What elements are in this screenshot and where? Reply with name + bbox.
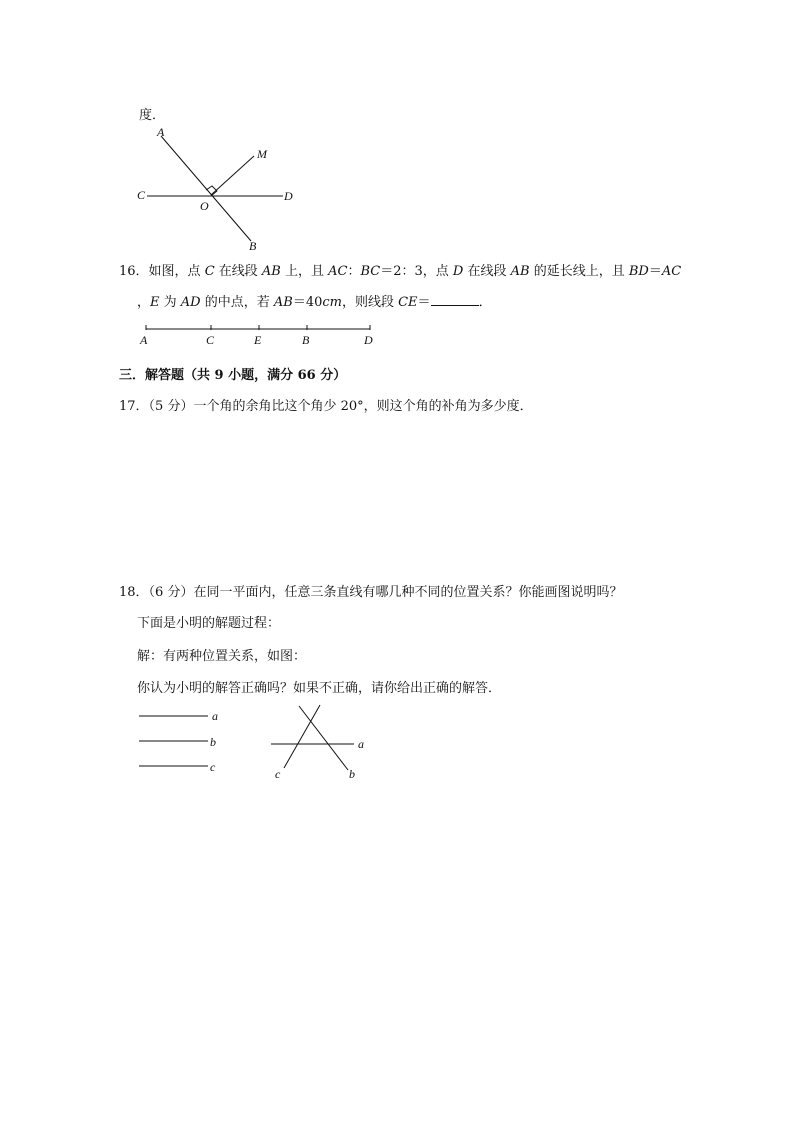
question-18-prompt: 你认为小明的解答正确吗？如果不正确，请你给出正确的解答． (137, 681, 502, 696)
question-18-solution: 解：有两种位置关系，如图： (137, 649, 307, 664)
q15-tail: 度． (139, 108, 166, 123)
label-b: b (349, 767, 355, 781)
figure-angle-diagram (128, 122, 308, 254)
section-heading: 三．解答题（共 9 小题，满分 66 分） (119, 368, 347, 383)
figure-segment-diagram (138, 320, 383, 350)
label-e: E (254, 333, 262, 347)
label-m: M (257, 147, 267, 161)
figure-parallel-lines (132, 704, 232, 778)
answer-blank[interactable] (431, 293, 479, 306)
label-c: C (137, 188, 146, 202)
label-d: D (364, 333, 373, 347)
label-b: B (302, 333, 310, 347)
q16-line1: 16．如图，点 C 在线段 AB 上，且 AC：BC＝2：3，点 D 在线段 AB 的延长线上，且 BD＝AC (119, 264, 682, 279)
label-a: A (157, 125, 165, 139)
line-c (284, 705, 320, 768)
question-18-text: 18．（6 分）在同一平面内，任意三条直线有哪几种不同的位置关系？你能画图说明吗？ (119, 585, 623, 600)
label-o: O (200, 199, 209, 213)
label-a: a (358, 737, 364, 751)
label-b: B (249, 239, 257, 253)
label-b: b (210, 735, 216, 749)
question-17: 17．（5 分）一个角的余角比这个角少 20°，则这个角的补角为多少度． (119, 399, 533, 414)
label-c: c (210, 760, 216, 774)
line-ab (161, 136, 251, 241)
question-18-intro: 下面是小明的解题过程： (137, 616, 281, 631)
label-a: a (212, 709, 218, 723)
q16-line2: ，E 为 AD 的中点，若 AB＝40cm，则线段 CE＝ ． (137, 295, 492, 310)
label-c: C (206, 333, 215, 347)
label-d: D (284, 189, 293, 203)
ray-om (211, 156, 254, 195)
label-c: c (275, 767, 281, 781)
figure-intersecting-lines (262, 700, 382, 784)
line-b (299, 706, 348, 770)
label-a: A (140, 333, 148, 347)
